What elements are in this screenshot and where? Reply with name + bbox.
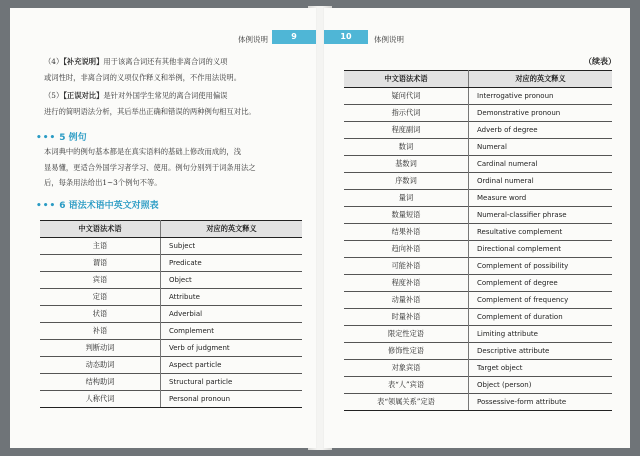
chinese-term: 程度副词 bbox=[344, 122, 469, 139]
table-row bbox=[344, 275, 612, 292]
chinese-term: 疑问代词 bbox=[344, 88, 469, 105]
english-term: Complement of degree bbox=[469, 275, 613, 292]
chinese-term: 可能补语 bbox=[344, 258, 469, 275]
table-row bbox=[344, 292, 612, 309]
english-term: Adverb of degree bbox=[469, 122, 613, 139]
section-5-heading: ••• 5 例句 bbox=[36, 133, 87, 143]
english-term: Complement bbox=[161, 323, 303, 340]
english-term: Cardinal numeral bbox=[469, 156, 613, 173]
chinese-term: 谓语 bbox=[40, 255, 161, 272]
english-term: Numeral-classifier phrase bbox=[469, 207, 613, 224]
english-term: Structural particle bbox=[161, 374, 303, 391]
chinese-term: 定语 bbox=[40, 289, 161, 306]
table-row bbox=[344, 309, 612, 326]
chinese-term: 表“领属关系”定语 bbox=[344, 394, 469, 411]
english-term: Numeral bbox=[469, 139, 613, 156]
table-row bbox=[344, 88, 612, 105]
english-term: Object bbox=[161, 272, 303, 289]
english-term: Complement of possibility bbox=[469, 258, 613, 275]
table-row bbox=[40, 238, 302, 255]
chinese-term: 宾语 bbox=[40, 272, 161, 289]
table-row bbox=[344, 122, 612, 139]
table-row bbox=[40, 374, 302, 391]
english-term: Target object bbox=[469, 360, 613, 377]
table-row bbox=[40, 272, 302, 289]
chinese-term: 补语 bbox=[40, 323, 161, 340]
english-term: Resultative complement bbox=[469, 224, 613, 241]
table-row bbox=[344, 360, 612, 377]
section-6-heading: ••• 6 语法术语中英文对照表 bbox=[36, 201, 159, 211]
chinese-term: 时量补语 bbox=[344, 309, 469, 326]
table-row bbox=[344, 224, 612, 241]
table-row bbox=[40, 323, 302, 340]
english-term: Possessive-form attribute bbox=[469, 394, 613, 411]
english-term: Subject bbox=[161, 238, 303, 255]
para-4: （4）【补充说明】用于该离合词还有其他非离合词的义项 或词性时，非离合词的义项仅作释义和举例，不作用法说明。 bbox=[44, 57, 242, 82]
table-row bbox=[344, 105, 612, 122]
chinese-term: 状语 bbox=[40, 306, 161, 323]
table-row bbox=[40, 306, 302, 323]
table-row bbox=[40, 255, 302, 272]
col-header-english: 对应的英文释义 bbox=[469, 71, 613, 88]
table-row bbox=[40, 340, 302, 357]
table-row bbox=[344, 241, 612, 258]
table-row bbox=[40, 289, 302, 306]
chinese-term: 人称代词 bbox=[40, 391, 161, 408]
table-row bbox=[344, 190, 612, 207]
english-term: Ordinal numeral bbox=[469, 173, 613, 190]
table-row bbox=[344, 258, 612, 275]
right-header-text: 体例说明 bbox=[374, 35, 404, 44]
section-5-body: 本词典中的例句基本都是在真实语料的基础上修改而成的，浅 显易懂，更适合外国学习者学习、使用。例句分别列于词条用法之 后，每条用法给出1~3个例句不等。 bbox=[44, 147, 256, 187]
english-term: Object (person) bbox=[469, 377, 613, 394]
table-row bbox=[344, 394, 612, 411]
english-term: Adverbial bbox=[161, 306, 303, 323]
chinese-term: 数词 bbox=[344, 139, 469, 156]
col-header-english: 对应的英文释义 bbox=[161, 221, 303, 238]
left-page bbox=[10, 8, 316, 448]
table-row bbox=[344, 207, 612, 224]
chinese-term: 程度补语 bbox=[344, 275, 469, 292]
english-term: Aspect particle bbox=[161, 357, 303, 374]
left-page-number: 9 bbox=[272, 30, 316, 44]
left-term-table bbox=[40, 220, 302, 408]
table-row bbox=[344, 173, 612, 190]
english-term: Predicate bbox=[161, 255, 303, 272]
right-term-table bbox=[344, 70, 612, 411]
continued-label: （续表） bbox=[584, 57, 616, 66]
chinese-term: 结果补语 bbox=[344, 224, 469, 241]
right-page bbox=[324, 8, 630, 448]
table-row bbox=[344, 343, 612, 360]
chinese-term: 判断动词 bbox=[40, 340, 161, 357]
english-term: Interrogative pronoun bbox=[469, 88, 613, 105]
english-term: Limiting attribute bbox=[469, 326, 613, 343]
english-term: Descriptive attribute bbox=[469, 343, 613, 360]
chinese-term: 指示代词 bbox=[344, 105, 469, 122]
english-term: Attribute bbox=[161, 289, 303, 306]
chinese-term: 动态助词 bbox=[40, 357, 161, 374]
chinese-term: 主语 bbox=[40, 238, 161, 255]
english-term: Verb of judgment bbox=[161, 340, 303, 357]
table-row bbox=[344, 326, 612, 343]
english-term: Demonstrative pronoun bbox=[469, 105, 613, 122]
table-row bbox=[344, 377, 612, 394]
right-page-number: 10 bbox=[324, 30, 368, 44]
table-row bbox=[344, 139, 612, 156]
chinese-term: 数量短语 bbox=[344, 207, 469, 224]
english-term: Complement of duration bbox=[469, 309, 613, 326]
chinese-term: 基数词 bbox=[344, 156, 469, 173]
english-term: Measure word bbox=[469, 190, 613, 207]
chinese-term: 限定性定语 bbox=[344, 326, 469, 343]
col-header-chinese: 中文语法术语 bbox=[344, 71, 469, 88]
chinese-term: 修饰性定语 bbox=[344, 343, 469, 360]
chinese-term: 动量补语 bbox=[344, 292, 469, 309]
col-header-chinese: 中文语法术语 bbox=[40, 221, 161, 238]
chinese-term: 表“人”宾语 bbox=[344, 377, 469, 394]
chinese-term: 量词 bbox=[344, 190, 469, 207]
table-row bbox=[344, 156, 612, 173]
para-5: （5）【正误对比】是针对外国学生常见的离合词使用偏误 进行的简明语法分析，其后举出正确和错误的两种例句相互对比。 bbox=[44, 91, 256, 116]
table-row bbox=[40, 391, 302, 408]
english-term: Directional complement bbox=[469, 241, 613, 258]
chinese-term: 结构助词 bbox=[40, 374, 161, 391]
left-header-text: 体例说明 bbox=[238, 35, 268, 44]
chinese-term: 对象宾语 bbox=[344, 360, 469, 377]
english-term: Complement of frequency bbox=[469, 292, 613, 309]
chinese-term: 趋向补语 bbox=[344, 241, 469, 258]
chinese-term: 序数词 bbox=[344, 173, 469, 190]
english-term: Personal pronoun bbox=[161, 391, 303, 408]
table-row bbox=[40, 357, 302, 374]
